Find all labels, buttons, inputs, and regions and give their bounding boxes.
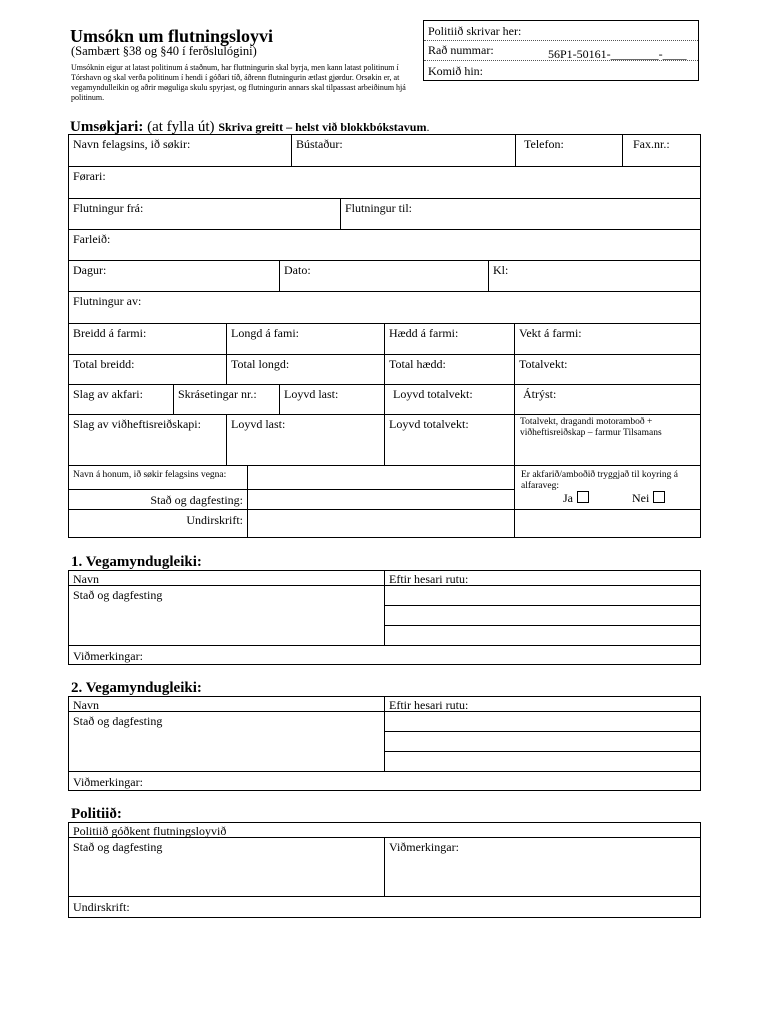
applicant-heading-paren: (at fylla út) [147, 119, 215, 135]
allowed-total-label: Loyvd totalvekt: [393, 387, 473, 401]
signature-field[interactable] [247, 509, 515, 538]
combined-weight-field[interactable] [514, 414, 701, 466]
insured-question: Er akfarið/amboðið tryggjað til koyring á alfaraveg: [521, 470, 678, 491]
trailer-type-field[interactable] [68, 414, 227, 466]
trailer-type-label: Slag av viðheftisreiðskapi: [73, 417, 201, 431]
driver-label: Førari: [73, 169, 106, 183]
pressure-label: Átrýst: [523, 387, 557, 401]
authority2-remarks-label: Viðmerkingar: [73, 775, 143, 789]
authority2-place-date-label: Stað og dagfesting [73, 714, 163, 728]
cargo-weight-label: Vekt á farmi: [519, 326, 582, 340]
trailer-allowed-load-field[interactable] [226, 414, 385, 466]
authority1-remarks-label: Viðmerkingar: [73, 649, 143, 663]
trailer-allowed-load-label: Loyvd last: [231, 417, 286, 431]
date-field[interactable] [279, 260, 489, 292]
date-label: Dato: [284, 263, 311, 277]
police-approved-label: Politiið góðkent flutningsloyvið [73, 824, 227, 838]
police-signature-label: Undirskrift: [73, 900, 130, 914]
company-name-label: Navn felagsins, ið søkir: [73, 137, 191, 151]
trailer-allowed-total-label: Loyvd totalvekt: [389, 417, 469, 431]
total-height-field[interactable] [384, 354, 515, 385]
time-field[interactable] [488, 260, 701, 292]
authority1-place-date-label: Stað og dagfesting [73, 588, 163, 602]
form-subtitle: (Sambært §38 og §40 í ferðslulógini) [71, 44, 257, 58]
police-arrived-label: Komið hin: [428, 64, 484, 78]
applicant-behalf-label-cell [68, 465, 248, 490]
signature-label-cell [68, 509, 248, 538]
police-approved-row [68, 822, 701, 838]
authority2-name-field[interactable] [68, 696, 385, 712]
authority1-heading: 1. Vegamyndugleiki: [71, 554, 202, 570]
day-field[interactable] [68, 260, 280, 292]
authority2-route-line-1[interactable] [384, 711, 701, 732]
route-field[interactable] [68, 229, 701, 261]
fax-field[interactable] [622, 134, 701, 167]
place-date-label: Stað og dagfesting: [150, 493, 243, 507]
total-weight-label: Totalvekt: [519, 357, 568, 371]
insured-no-label: Nei [632, 491, 650, 505]
transport-to-label: Flutningur til: [345, 201, 413, 215]
authority2-name-label: Navn [73, 698, 99, 712]
form-title: Umsókn um flutningsloyvi [70, 26, 274, 46]
police-number-row [424, 41, 698, 61]
insured-no[interactable] [632, 491, 665, 504]
police-heading: Politiið: [71, 806, 122, 822]
authority1-name-label: Navn [73, 572, 99, 586]
place-date-label-cell [68, 489, 248, 510]
authority1-route-label: Eftir hesari rutu: [389, 572, 469, 586]
cargo-length-field[interactable] [226, 323, 385, 355]
transport-from-label: Flutningur frá: [73, 201, 144, 215]
transport-of-label: Flutningur av: [73, 294, 142, 308]
authority1-route-line-3[interactable] [384, 625, 701, 646]
insured-yes-label: Ja [563, 491, 573, 505]
cargo-weight-field[interactable] [514, 323, 701, 355]
applicant-behalf-label: Navn á honum, ið søkir felagsins vegna: [73, 470, 227, 480]
pressure-field[interactable] [514, 384, 701, 415]
address-label: Bústaður: [296, 137, 343, 151]
cargo-width-field[interactable] [68, 323, 227, 355]
phone-field[interactable] [515, 134, 623, 167]
cargo-height-label: Hædd á farmi: [389, 326, 459, 340]
fax-label: Fax.nr.: [633, 137, 670, 151]
reg-no-label: Skrásetingar nr.: [178, 387, 257, 401]
reg-no-field[interactable] [173, 384, 280, 415]
total-length-label: Total longd: [231, 357, 290, 371]
form-notice: Umsóknin eigur at latast politinum á staðnum, har fluttningurin skal byrja, men kann latast politinum í Tórshavn og skal verða politinum í hendi í góðari tíð, áðrenn flutningurin ætlast gjørdur. Orsøkin er, at vegamyndulleikin og aðrir møguliga skulu spyrjast, og flutningurin annars skal tilpassast arbeiðinum hjá politinum. [71, 63, 406, 102]
trailer-allowed-total-field[interactable] [384, 414, 515, 466]
cargo-height-field[interactable] [384, 323, 515, 355]
authority1-name-field[interactable] [68, 570, 385, 586]
authority1-remarks-field[interactable] [68, 645, 701, 665]
authority2-remarks-field[interactable] [68, 771, 701, 791]
transport-of-field[interactable] [68, 291, 701, 324]
authority2-heading: 2. Vegamyndugleiki: [71, 680, 202, 696]
police-arrived-row [424, 61, 698, 82]
yes-checkbox[interactable] [577, 491, 589, 503]
police-remarks-field[interactable] [384, 837, 701, 897]
authority2-route-line-3[interactable] [384, 751, 701, 772]
police-remarks-label: Viðmerkingar: [389, 840, 459, 854]
insured-answer-area [514, 509, 701, 538]
signature-label: Undirskrift: [186, 513, 243, 527]
total-length-field[interactable] [226, 354, 385, 385]
no-checkbox[interactable] [653, 491, 665, 503]
applicant-heading-note: Skriva greitt – helst við blokkbókstavum [218, 120, 427, 134]
cargo-length-label: Longd á fami: [231, 326, 299, 340]
authority2-route-label: Eftir hesari rutu: [389, 698, 469, 712]
authority1-route-line-2[interactable] [384, 605, 701, 626]
police-use-box [423, 20, 699, 81]
police-number-label: Rað nummar: [428, 43, 494, 57]
address-field[interactable] [291, 134, 516, 167]
police-place-date-label: Stað og dagfesting [73, 840, 163, 854]
combined-weight-label: Totalvekt, dragandi motoramboð + viðheftisreiðskap – farmur Tilsamans [520, 417, 662, 438]
authority1-route-line-1[interactable] [384, 585, 701, 606]
total-weight-field[interactable] [514, 354, 701, 385]
transport-from-field[interactable] [68, 198, 341, 230]
applicant-heading: Umsøkjari: (at fylla út) Skriva greitt – helst við blokkbókstavum. [70, 119, 430, 135]
place-date-field[interactable] [247, 489, 515, 510]
vehicle-type-label: Slag av akfari: [73, 387, 143, 401]
police-signature-field[interactable] [68, 896, 701, 918]
police-place-date-field[interactable] [68, 837, 385, 897]
route-label: Farleið: [73, 232, 111, 246]
phone-label: Telefon: [524, 137, 564, 151]
authority1-place-date-field[interactable] [68, 585, 385, 646]
police-writes-here-label: Politiið skrivar her: [428, 24, 522, 38]
police-writes-here [424, 21, 698, 41]
allowed-total-field[interactable] [384, 384, 515, 415]
insured-yes[interactable] [563, 491, 589, 504]
authority2-place-date-field[interactable] [68, 711, 385, 772]
police-number-value: 56P1-50161-________-____ [548, 47, 687, 61]
allowed-load-field[interactable] [279, 384, 385, 415]
authority2-route-line-2[interactable] [384, 731, 701, 752]
authority1-route-header [384, 570, 701, 586]
day-label: Dagur: [73, 263, 107, 277]
total-width-label: Total breidd: [73, 357, 135, 371]
driver-field[interactable] [68, 166, 701, 199]
vehicle-type-field[interactable] [68, 384, 174, 415]
total-width-field[interactable] [68, 354, 227, 385]
company-name-field[interactable] [68, 134, 292, 167]
cargo-width-label: Breidd á farmi: [73, 326, 147, 340]
applicant-behalf-field[interactable] [247, 465, 515, 490]
total-height-label: Total hædd: [389, 357, 446, 371]
authority2-route-header [384, 696, 701, 712]
transport-to-field[interactable] [340, 198, 701, 230]
applicant-heading-label: Umsøkjari: [70, 119, 144, 135]
time-label: Kl: [493, 263, 509, 277]
allowed-load-label: Loyvd last: [284, 387, 339, 401]
insured-cell [514, 465, 701, 510]
